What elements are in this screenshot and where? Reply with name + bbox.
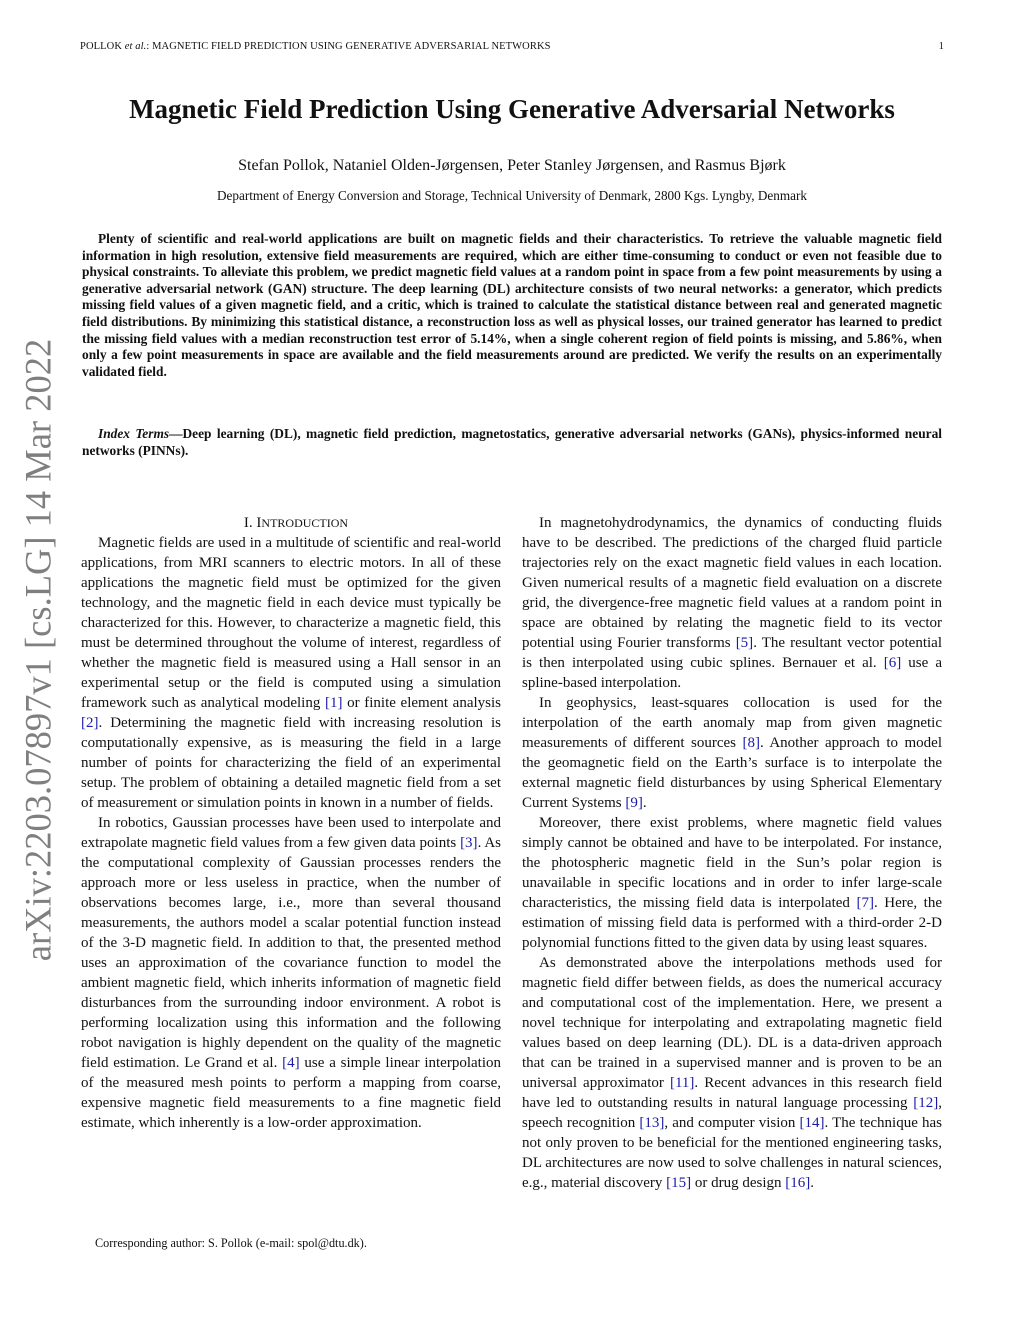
citation-link[interactable]: [8]: [742, 735, 760, 751]
paragraph-text: Moreover, there exist problems, where magnetic field values simply cannot be obtained and have to be interpolated. For instance, the photospheric magnetic field in the Sun’s polar region is unavailable in specific locations and in order to infer large-scale characteristics, the missing field data is interpolated: [522, 815, 942, 911]
citation-link[interactable]: [6]: [883, 655, 902, 671]
paragraph-text: . Here, the estimation of missing field data is performed with a third-order 2-D polynomial functions fitted to the given data by using least squares.: [522, 895, 943, 951]
section-title-rest: NTRODUCTION: [261, 516, 349, 530]
body-paragraph: [522, 953, 942, 1193]
right-column: [522, 513, 942, 1193]
paragraph-text: .: [810, 1175, 815, 1191]
section-title-initial: I: [256, 515, 262, 531]
section-heading-introduction: [81, 513, 501, 533]
left-column: [81, 513, 501, 1133]
paragraph-text: , speech recognition: [522, 1095, 942, 1131]
citation-link[interactable]: [14]: [799, 1115, 825, 1131]
running-head-prefix: POLLOK: [80, 41, 125, 52]
body-paragraph: [522, 513, 942, 693]
running-head: [80, 41, 944, 52]
arxiv-stamp: [3, 338, 73, 962]
paragraph-text: . The technique has not only proven to be beneficial for the mentioned engineering tasks, DL architectures are now used to solve challenges in natural sciences, e.g., material discovery: [522, 1115, 942, 1191]
paper-title: Magnetic Field Prediction Using Generative Adversarial Networks: [129, 94, 895, 124]
paragraph-text: .: [642, 795, 647, 811]
footnote-corresponding-author: Corresponding author: S. Pollok (e-mail: spol@dtu.dk).: [95, 1236, 367, 1250]
paragraph-text: . Determining the magnetic field with increasing resolution is computationally expensive, as is measuring the field in a large number of points for characterizing the field of an experimental setup. The problem of obtaining a detailed magnetic field from a set of measurement or simulation points in known in a number of fields.: [81, 715, 501, 811]
running-head-title: : MAGNETIC FIELD PREDICTION USING GENERATIVE ADVERSARIAL NETWORKS: [146, 41, 551, 52]
index-terms-dash: —: [169, 426, 183, 441]
author-list: Stefan Pollok, Nataniel Olden-Jørgensen, Peter Stanley Jørgensen, and Rasmus Bjørk: [238, 157, 786, 174]
citation-link[interactable]: [4]: [282, 1055, 300, 1071]
paragraph-text: use a spline-based interpolation.: [522, 655, 942, 691]
paragraph-text: As demonstrated above the interpolations methods used for magnetic field differ between fields, as does the numerical accuracy and computational cost of the implementation. Here, we present a novel technique for interpolating and extrapolating magnetic field values based on deep learning (DL). DL is a data-driven approach that can be trained in a supervised manner and is proven to be an universal approximator: [522, 955, 942, 1091]
body-paragraph: [522, 813, 942, 953]
citation-link[interactable]: [7]: [856, 895, 874, 911]
citation-link[interactable]: [2]: [81, 715, 99, 731]
index-terms-label: Index Terms: [98, 426, 170, 441]
body-paragraph: [522, 693, 942, 813]
running-head-etal: et al.: [124, 41, 147, 52]
body-paragraph: [81, 533, 501, 813]
paragraph-text: . The resultant vector potential is then interpolated using cubic splines. Bernauer et al.: [522, 635, 942, 671]
citation-link[interactable]: [1]: [324, 695, 343, 711]
page-number: 1: [938, 41, 944, 52]
paragraph-text: or finite element analysis: [342, 695, 501, 711]
citation-link[interactable]: [3]: [460, 835, 478, 851]
right-paragraphs: [522, 513, 942, 1193]
left-paragraphs: [81, 533, 501, 1133]
section-numeral: I.: [243, 515, 257, 531]
arxiv-identifier: arXiv:2203.07897v1 [cs.LG] 14 Mar 2022: [17, 338, 59, 962]
citation-link[interactable]: [13]: [639, 1115, 665, 1131]
paragraph-text: In geophysics, least-squares collocation is used for the interpolation of the earth anomaly map from given magnetic measurements of different sources: [522, 695, 942, 751]
paragraph-text: use a simple linear interpolation of the measured mesh points to perform a mapping from coarse, expensive magnetic field measurements to a fine magnetic field estimate, which inherently is a low-order approximation.: [81, 1055, 501, 1131]
body-paragraph: [81, 813, 501, 1133]
paragraph-text: In magnetohydrodynamics, the dynamics of conducting fluids have to be described. The predictions of the charged fluid particle trajectories rely on the exact magnetic field values in each location. Given numerical results of a magnetic field evaluation on a discrete grid, the divergence-free magnetic field values at a random point in space are obtained by relating the magnetic field to its vector potential using Fourier transforms: [522, 515, 942, 651]
index-terms: [82, 426, 942, 459]
citation-link[interactable]: [16]: [785, 1175, 811, 1191]
paragraph-text: . Another approach to model the geomagnetic field on the Earth’s surface is to interpolate the external magnetic field disturbances by using Spherical Elementary Current Systems: [522, 735, 942, 811]
abstract: Plenty of scientific and real-world applications are built on magnetic fields and their characteristics. To retrieve the valuable magnetic field information in high resolution, extensive field measurements are required, which are either time-consuming to conduct or even not feasible due to physical constraints. To alleviate this problem, we predict magnetic field values at a random point in space from a few point measurements by using a generative adversarial network (GAN) structure. The deep learning (DL) architecture consists of two neural networks: a generator, which predicts missing field values of a given magnetic field, and a critic, which is trained to calculate the statistical distance between real and generated magnetic field distributions. By minimizing this statistical distance, a reconstruction loss as well as physical losses, our trained generator has learned to predict the missing field values with a median reconstruction test error of 5.14%, when a single coherent region of field points is missing, and 5.86%, when only a few point measurements in space are available and the field measurements around are predicted. We verify the results on an experimentally validated field.: [82, 231, 942, 379]
paragraph-text: , and computer vision: [664, 1115, 800, 1131]
citation-link[interactable]: [15]: [666, 1175, 692, 1191]
paragraph-text: . Recent advances in this research field have led to outstanding results in natural language processing: [522, 1075, 942, 1111]
citation-link[interactable]: [5]: [735, 635, 754, 651]
affiliation: Department of Energy Conversion and Storage, Technical University of Denmark, 2800 Kgs. Lyngby, Denmark: [217, 188, 807, 203]
citation-link[interactable]: [12]: [913, 1095, 939, 1111]
index-terms-text: Deep learning (DL), magnetic field prediction, magnetostatics, generative adversarial networks (GANs), physics-informed neural networks (PINNs).: [82, 426, 943, 458]
citation-link[interactable]: [11]: [669, 1075, 695, 1091]
citation-link[interactable]: [9]: [625, 795, 643, 811]
paragraph-text: or drug design: [691, 1175, 786, 1191]
paragraph-text: In robotics, Gaussian processes have been used to interpolate and extrapolate magnetic field values from a few given data points: [81, 815, 501, 851]
paragraph-text: Magnetic fields are used in a multitude of scientific and real-world applications, from MRI scanners to electric motors. In all of these applications the magnetic field must be optimized for the given technology, and the magnetic field in each device must typically be characterized for this. However, to characterize a magnetic field, this must be determined throughout the volume of interest, regardless of whether the magnetic field is measured using a Hall sensor in an experimental setup or the field is computed using a simulation framework such as analytical modeling: [81, 535, 501, 711]
paragraph-text: . As the computational complexity of Gaussian processes renders the approach more or less useless in practice, when the number of observations becomes large, i.e., more than several thousand measurements, the authors model a scalar potential function instead of the 3-D magnetic field. In addition to that, the presented method uses an approximation of the covariance function to model the ambient magnetic field, which inherits information of magnetic field disturbances from the surrounding indoor environment. A robot is performing localization using this information and the following robot navigation is highly dependent on the quality of the magnetic field estimation. Le Grand et al.: [81, 835, 501, 1071]
